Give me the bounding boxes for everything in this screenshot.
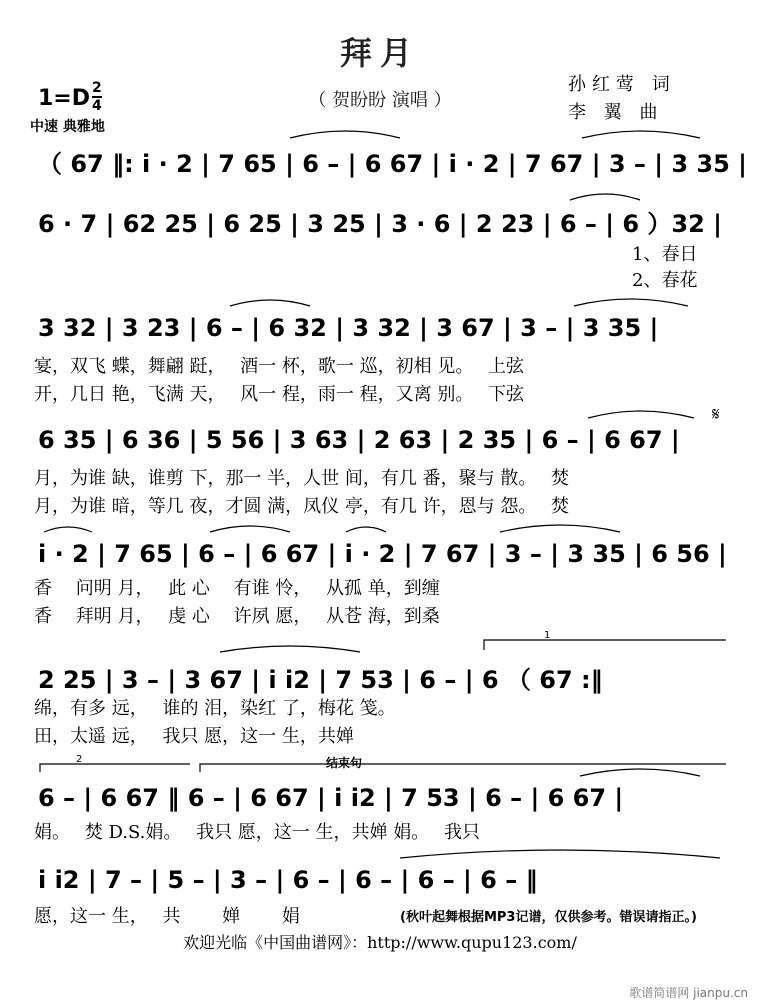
first-ending-bracket bbox=[484, 640, 726, 650]
second-ending-number: 2 bbox=[76, 754, 83, 765]
transcription-note: (秋叶起舞根据MP3记谱，仅供参考。错误请指正。) bbox=[400, 910, 697, 925]
lyric-line-3-2: 开，几日 艳，飞满 天， 风一 程，雨一 程，又离 别。 下弦 bbox=[34, 384, 525, 405]
slur bbox=[582, 131, 700, 138]
lyric-line-5-1: 香 问明 月， 此 心 有谁 怜， 从孤 单，到缠 bbox=[34, 578, 440, 599]
lyric-line-4-2: 月，为谁 暗，等几 夜，才圆 满，凤仪 亭，有几 许，恩与 怨。 焚 bbox=[34, 496, 570, 517]
second-ending-bracket bbox=[40, 764, 190, 772]
lyric-line-7-1: 娟。 焚 D.S.娟。 我只 愿，这一 生，共婵 娟。 我只 bbox=[34, 822, 480, 843]
verse-mark-1: 1、春日 bbox=[632, 244, 698, 265]
lyric-line-6-1: 绵，有多 远， 谁的 泪，染红 了，梅花 笺。 bbox=[34, 698, 396, 719]
song-title: 拜月 bbox=[339, 34, 420, 72]
slur bbox=[588, 411, 694, 418]
segno-sign: 𝄋 bbox=[712, 404, 720, 425]
slur bbox=[290, 131, 400, 138]
composer-credit: 李 翼 曲 bbox=[568, 102, 664, 123]
score-line-7: 6 – | 6 67 ‖ 6 – | 6 67 | i i2 | 7 53 | 6 – | 6 67 | bbox=[38, 784, 624, 812]
tempo-marking: 中速 典雅地 bbox=[30, 119, 105, 135]
slur bbox=[346, 527, 386, 532]
watermark: 歌谱简谱网 jianpu.cn bbox=[629, 986, 748, 1000]
score-line-2: 6 · 7 | 62 25 | 6 25 | 3 25 | 3 · 6 | 2 23 | 6 – | 6 ）32 | bbox=[38, 210, 722, 238]
score-line-6: 2 25 | 3 – | 3 67 | i i2 | 7 53 | 6 – | 6 （ 67 :‖ bbox=[38, 666, 603, 694]
verse-mark-2: 2、春花 bbox=[632, 270, 698, 291]
site-footer: 欢迎光临《中国曲谱网》：http://www.qupu123.com/ bbox=[183, 933, 577, 952]
slur bbox=[500, 525, 620, 532]
lyric-line-3-1: 宴，双飞 蝶，舞翩 跹， 酒一 杯，歌一 巡，初相 见。 上弦 bbox=[34, 356, 525, 377]
slur bbox=[220, 646, 360, 652]
coda-label: 结束句 bbox=[326, 756, 363, 770]
score-line-3: 3 32 | 3 23 | 6 – | 6 32 | 3 32 | 3 67 | 3 – | 3 35 | bbox=[38, 314, 659, 342]
slur bbox=[574, 299, 688, 306]
lyric-line-4-1: 月，为谁 缺，谁剪 下，那一 半，人世 间，有几 番，聚与 散。 焚 bbox=[34, 468, 570, 489]
lyric-line-5-2: 香 拜明 月， 虔 心 许夙 愿， 从苍 海，到桑 bbox=[34, 606, 440, 627]
first-ending-number: 1 bbox=[544, 630, 551, 641]
slur bbox=[44, 527, 92, 532]
lyric-line-6-2: 田，太遥 远， 我只 愿，这一 生，共婵 bbox=[34, 726, 354, 747]
slur bbox=[210, 526, 290, 532]
score-line-5: i · 2 | 7 65 | 6 – | 6 67 | i · 2 | 7 67 | 3 – | 3 35 | 6 56 | bbox=[38, 540, 727, 568]
time-top: 2 bbox=[92, 80, 102, 96]
slur bbox=[570, 194, 640, 200]
lyric-line-8-1: 愿，这一 生， 共 婵 娟 bbox=[34, 906, 300, 927]
score-line-4: 6 35 | 6 36 | 5 56 | 3 63 | 2 63 | 2 35 | 6 – | 6 67 | bbox=[38, 426, 680, 454]
slur bbox=[580, 769, 700, 776]
slur bbox=[400, 850, 720, 858]
singer-credit: （ 贺盼盼 演唱 ） bbox=[308, 90, 452, 111]
score-line-1: （ 67 ‖: i · 2 | 7 65 | 6 – | 6 67 | i · 2 | 7 67 | 3 – | 3 35 | bbox=[38, 150, 747, 178]
key-signature: 1=D bbox=[38, 86, 91, 111]
score-line-8: i i2 | 7 – | 5 – | 3 – | 6 – | 6 – | 6 – | 6 – ‖ bbox=[38, 866, 538, 894]
lyricist-credit: 孙红莺 词 bbox=[568, 74, 676, 95]
time-bottom: 4 bbox=[92, 98, 102, 114]
slur bbox=[230, 300, 310, 306]
coda-bracket bbox=[200, 764, 726, 772]
